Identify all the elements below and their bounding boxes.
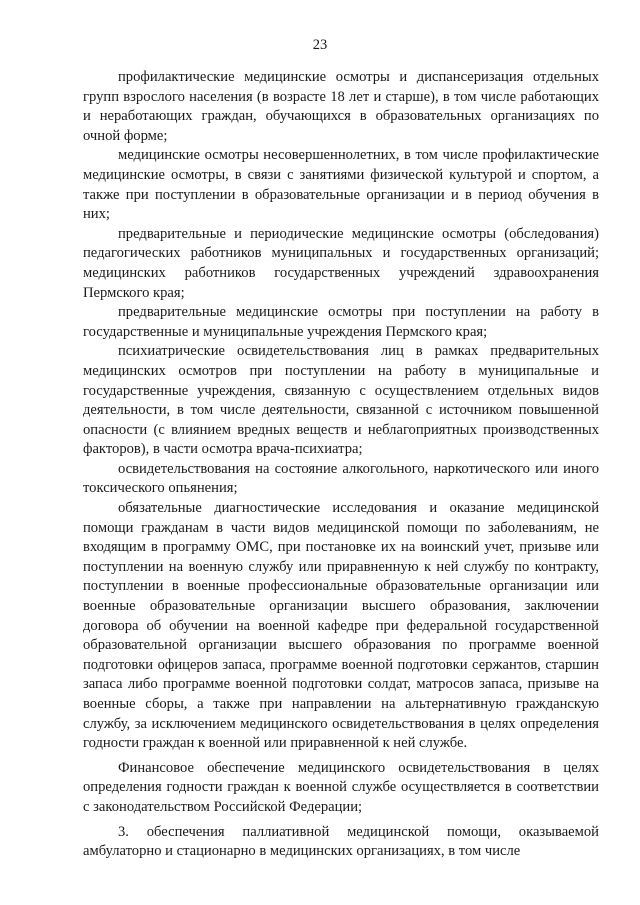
- paragraph: обязательные диагностические исследования и оказание медицинской помощи гражданам в части видов медицинской помощи по заболеваниям, не входящим в программу ОМС, при постановке их на воинский учет, призыве или поступлении на военную службу или приравненную к ней службу по контракту, поступлении в военные профессиональные образовательные организации или военные образовательные организации высшего образования, заключении договора об обучении на военной кафедре при федеральной государственной образовательной организации высшего образования по программе военной подготовки офицеров запаса, программе военной подготовки сержантов, старшин запаса либо программе военной подготовки солдат, матросов запаса, призыве на военные сборы, а также при направлении на альтернативную гражданскую службу, за исключением медицинского освидетельствования в целях определения годности граждан к военной или приравненной к ней службе.: [83, 500, 599, 752]
- paragraph: освидетельствования на состояние алкогольного, наркотического или иного токсического опьянения;: [83, 460, 599, 497]
- paragraph: профилактические медицинские осмотры и диспансеризация отдельных групп взрослого населения (в возрасте 18 лет и старше), в том числе работающих и неработающих граждан, обучающихся в образовательных организациях по очной форме;: [83, 69, 599, 144]
- document-body: [83, 68, 599, 862]
- page-number: 23: [312, 37, 328, 53]
- paragraph: психиатрические освидетельствования лиц в рамках предварительных медицинских осмотров при поступлении на работу в муниципальные и государственные учреждения, связанную с осуществлением отдельных видов деятельности, в том числе деятельности, связанной с источником повышенной опасности (с влиянием вредных веществ и неблагоприятных производственных факторов), в части осмотра врача-психиатра;: [83, 343, 599, 458]
- paragraph: медицинские осмотры несовершеннолетних, в том числе профилактические медицинские осмотры, в связи с занятиями физической культурой и спортом, а также при поступлении в образовательные организации и в период обучения в них;: [83, 147, 599, 223]
- paragraph: 3. обеспечения паллиативной медицинской помощи, оказываемой амбулаторно и стационарно в медицинских организациях, в том числе: [83, 823, 599, 860]
- paragraph: Финансовое обеспечение медицинского освидетельствования в целях определения годности граждан к военной службе осуществляется в соответствии с законодательством Российской Федерации;: [83, 759, 599, 815]
- paragraph: предварительные и периодические медицинские осмотры (обследования) педагогических работников муниципальных и государственных организаций; медицинских работников государственных учреждений здравоохранения Пермского края;: [83, 225, 599, 301]
- paragraph: предварительные медицинские осмотры при поступлении на работу в государственные и муниципальные учреждения Пермского края;: [83, 304, 599, 340]
